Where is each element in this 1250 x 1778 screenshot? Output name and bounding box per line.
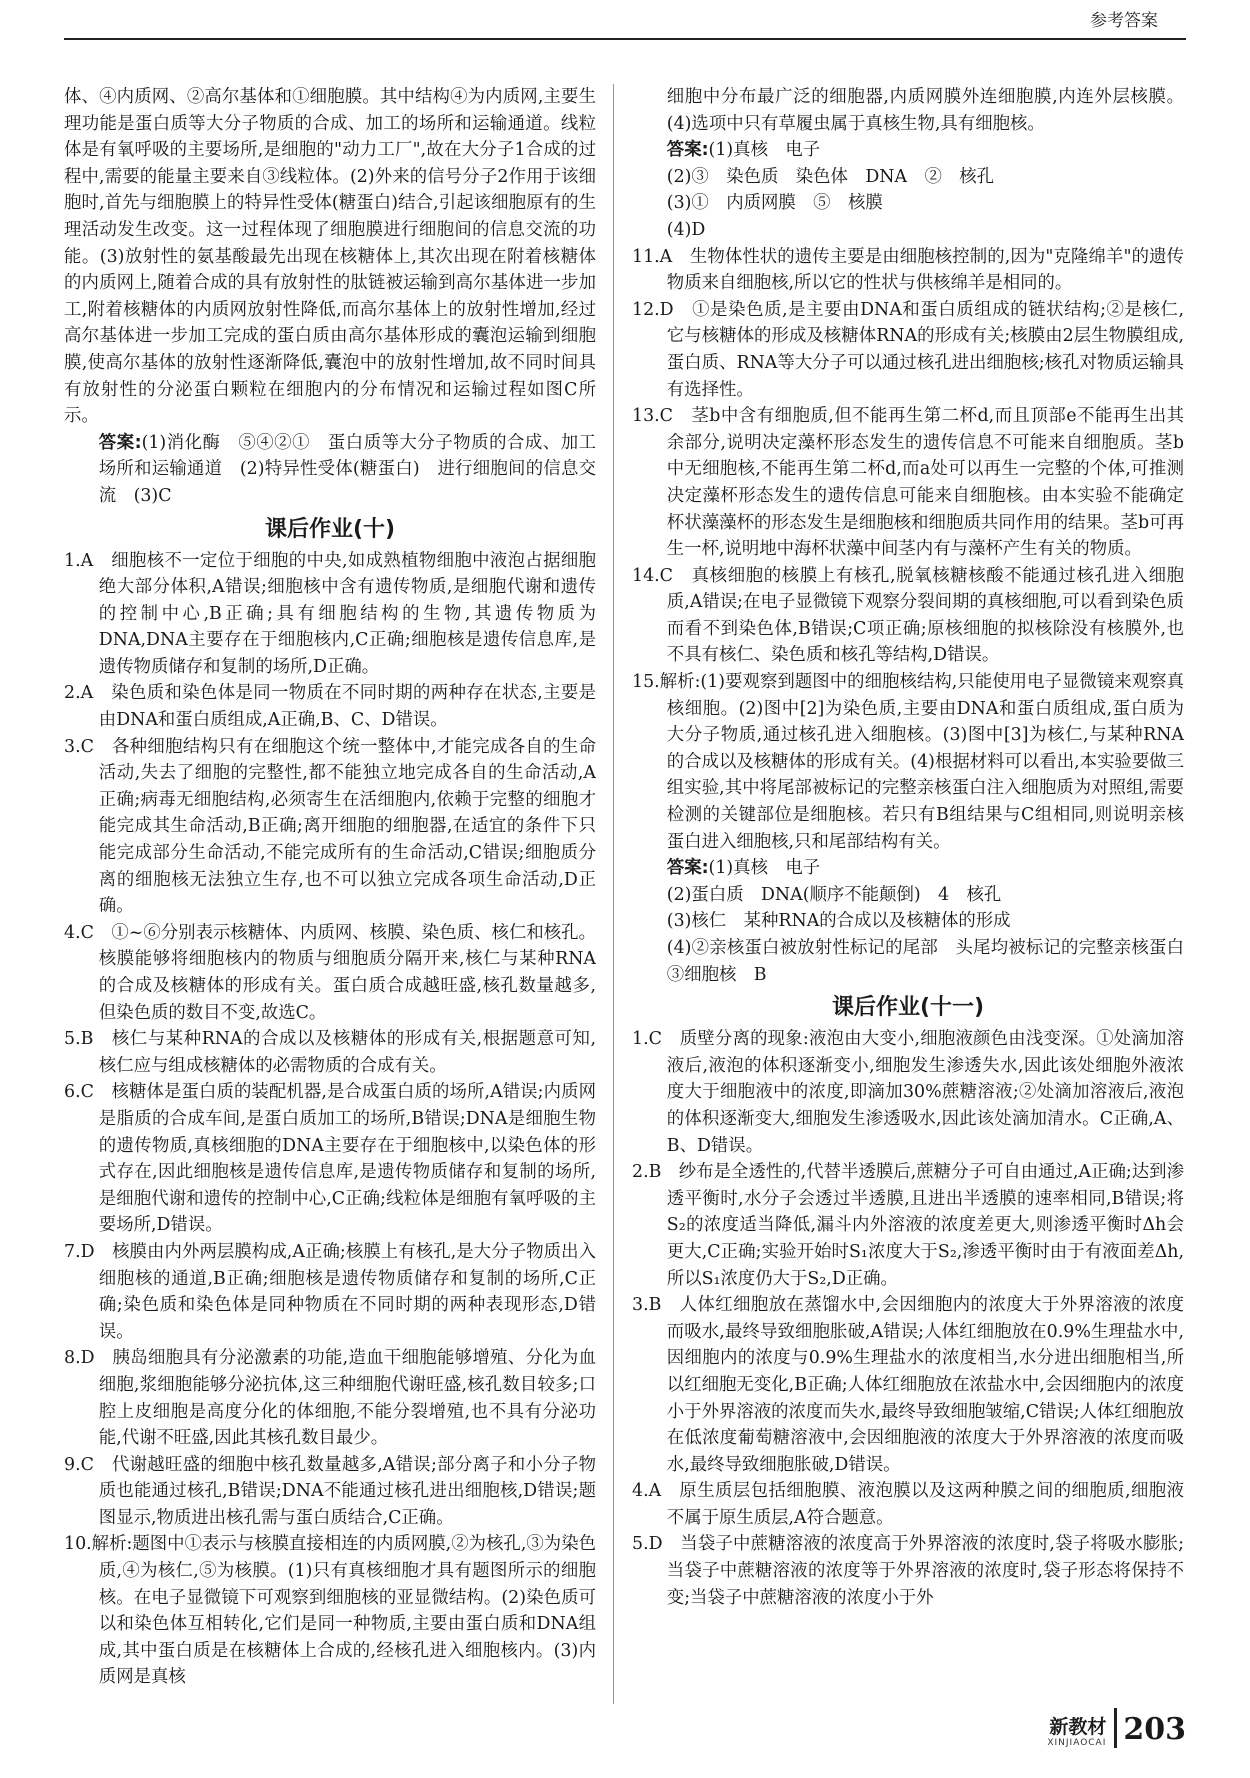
- item-10-continued: 细胞中分布最广泛的细胞器,内质网膜外连细胞膜,内连外层核膜。(4)选项中只有草履虫属于真核生物,具有细胞核。: [666, 87, 1184, 134]
- list-item: 3.C 各种细胞结构只有在细胞这个统一整体中,才能完成各自的生命活动,失去了细胞的完整性,都不能独立地完成各自的生命活动,A正确;病毒无细胞结构,必须寄生在活细胞内,依赖于完整的细胞才能完成其生命活动,B正确;离开细胞的细胞器,在适宜的条件下只能完成部分生命活动,不能完成所有的生命活动,C错误;细胞质分离的细胞核无法独立生存,也不可以独立完成各项生命活动,D正确。: [64, 736, 596, 917]
- answer-line: (3)① 内质网膜 ⑤ 核膜: [666, 193, 883, 214]
- page-number: 203: [1123, 1712, 1186, 1747]
- answer-line: (3)核仁 某种RNA的合成以及核糖体的形成: [666, 911, 1011, 932]
- answer-line: (4)②亲核蛋白被放射性标记的尾部 头尾均被标记的完整亲核蛋白 ③细胞核 B: [666, 938, 1202, 985]
- section-title-10: 课后作业(十): [264, 516, 396, 542]
- answer-line: (2)蛋白质 DNA(顺序不能颠倒) 4 核孔: [666, 884, 1002, 905]
- list-item: 13.C 茎b中含有细胞质,但不能再生第二杯d,而且顶部e不能再生出其余部分,说明决定藻杯形态发生的遗传信息不可能来自细胞质。茎b中无细胞核,不能再生第二杯d,而a处可以再生一完整的个体,可推测决定藻杯形态发生的遗传信息可能来自细胞核。由本实验不能确定杯状藻藻杯的形态发生是细胞核和细胞质共同作用的结果。茎b可再生一杯,说明地中海杯状藻中间茎内有与藻杯产生有关的物质。: [632, 406, 1184, 560]
- column-divider: [613, 84, 614, 1704]
- list-item: 10.解析:题图中①表示与核膜直接相连的内质网膜,②为核孔,③为染色质,④为核仁,⑤为核膜。(1)只有真核细胞才具有题图所示的细胞核。在电子显微镜下可观察到细胞核的亚显微结构。(2)染色质可以和染色体互相转化,它们是同一种物质,主要由蛋白质和DNA组成,其中蛋白质是在核糖体上合成的,经核孔进入细胞核内。(3)内质网是真核: [64, 1534, 596, 1688]
- answer-15: [632, 855, 1184, 882]
- list-item: 2.B 纱布是全透性的,代替半透膜后,蔗糖分子可自由通过,A正确;达到渗透平衡时,水分子会透过半透膜,且进出半透膜的速率相同,B错误;将S₂的浓度适当降低,漏斗内外溶液的浓度差更大,则渗透平衡时Δh会更大,C正确;实验开始时S₁浓度大于S₂,渗透平衡时由于有液面差Δh,所以S₁浓度仍大于S₂,D正确。: [632, 1162, 1184, 1289]
- list-item: 4.C ①~⑥分别表示核糖体、内质网、核膜、染色质、核仁和核孔。核膜能够将细胞核内的物质与细胞质分隔开来,核仁与某种RNA的合成及核糖体的形成有关。蛋白质合成越旺盛,核孔数量越多,但染色质的数目不变,故选C。: [64, 922, 596, 1023]
- list-item: 3.B 人体红细胞放在蒸馏水中,会因细胞内的浓度大于外界溶液的浓度而吸水,最终导致细胞胀破,A错误;人体红细胞放在0.9%生理盐水中,因细胞内的浓度与0.9%生理盐水的浓度相当,水分进出细胞相当,所以红细胞无变化,B正确;人体红细胞放在浓盐水中,会因细胞内的浓度小于外界溶液的浓度而失水,最终导致细胞皱缩,C错误;人体红细胞放在低浓度葡萄糖溶液中,会因细胞液的浓度大于外界溶液的浓度而吸水,最终导致细胞胀破,D错误。: [632, 1295, 1184, 1475]
- section-title-11: 课后作业(十一): [831, 995, 985, 1021]
- answer-tag: 答案:: [666, 140, 709, 161]
- answer-tag: 答案:: [666, 858, 709, 879]
- list-item: 6.C 核糖体是蛋白质的装配机器,是合成蛋白质的场所,A错误;内质网是脂质的合成车间,是蛋白质加工的场所,B错误;DNA是细胞生物的遗传物质,真核细胞的DNA主要存在于细胞核中,以染色体的形式存在,因此细胞核是遗传信息库,是遗传物质储存和复制的场所,是细胞代谢和遗传的控制中心,C正确;线粒体是细胞有氧呼吸的主要场所,D错误。: [64, 1082, 596, 1236]
- list-item: 4.A 原生质层包括细胞膜、液泡膜以及这两种膜之间的细胞质,细胞液不属于原生质层,A符合题意。: [632, 1481, 1184, 1528]
- list-item: 7.D 核膜由内外两层膜构成,A正确;核膜上有核孔,是大分子物质出入细胞核的通道,B正确;细胞核是遗传物质储存和复制的场所,C正确;染色质和染色体是同种物质在不同时期的两种表现形态,D错误。: [64, 1241, 596, 1342]
- answer-line: (1)真核 电子: [708, 858, 821, 879]
- left-column: [64, 84, 596, 1691]
- header-rule: [64, 38, 1186, 40]
- right-column: [632, 84, 1202, 1611]
- list-item: 11.A 生物体性状的遗传主要是由细胞核控制的,因为"克隆绵羊"的遗传物质来自细胞核,所以它的性状与供核绵羊是相同的。: [632, 246, 1184, 294]
- list-item: 15.解析:(1)要观察到题图中的细胞核结构,只能使用电子显微镜来观察真核细胞。(2)图中[2]为染色质,主要由DNA和蛋白质组成,蛋白质为大分子物质,通过核孔进入细胞核。(3)图中[3]为核仁,与某种RNA的合成以及核糖体的形成有关。(4)根据材料可以看出,本实验要做三组实验,其中将尾部被标记的完整亲核蛋白注入细胞质为对照组,需要检测的关键部位是细胞核。若只有B组结果与C组相同,则说明亲核蛋白进入细胞核,只和尾部结构有关。: [632, 672, 1184, 852]
- answer-line: (4)D: [666, 219, 706, 240]
- brand-name: 新教材: [1049, 1716, 1107, 1738]
- footer-brand: [1047, 1716, 1106, 1748]
- brand-pinyin: XINJIAOCAI: [1047, 1738, 1107, 1748]
- list-item: 9.C 代谢越旺盛的细胞中核孔数量越多,A错误;部分离子和小分子物质也能通过核孔,B错误;DNA不能通过核孔进出细胞核,D错误;题图显示,物质进出核孔需与蛋白质结合,C正确。: [64, 1454, 596, 1528]
- intro-answer: [64, 430, 596, 510]
- list-item: 8.D 胰岛细胞具有分泌激素的功能,造血干细胞能够增殖、分化为血细胞,浆细胞能够分泌抗体,这三种细胞代谢旺盛,核孔数目较多;口腔上皮细胞是高度分化的体细胞,不能分裂增殖,也不具有分泌功能,代谢不旺盛,因此其核孔数目最少。: [64, 1348, 596, 1449]
- page-footer: [1047, 1708, 1186, 1748]
- answer-tag: 答案:: [98, 432, 142, 453]
- header-label: 参考答案: [1090, 11, 1158, 31]
- answer-text: (1)消化酶 ⑤④②① 蛋白质等大分子物质的合成、加工场所和运输通道 (2)特异性受体(糖蛋白) 进行细胞间的信息交流 (3)C: [98, 432, 596, 506]
- list-item: 1.C 质壁分离的现象:液泡由大变小,细胞液颜色由浅变深。①处滴加溶液后,液泡的体积逐渐变小,细胞发生渗透失水,因此该处细胞外液浓度大于细胞液中的浓度,即滴加30%蔗糖溶液;②处滴加溶液后,液泡的体积逐渐变大,细胞发生渗透吸水,因此该处滴加清水。C正确,A、B、D错误。: [632, 1029, 1184, 1156]
- footer-bar: [1114, 1708, 1117, 1748]
- intro-text: 体、④内质网、②高尔基体和①细胞膜。其中结构④为内质网,主要生理功能是蛋白质等大分子物质的合成、加工的场所和运输通道。线粒体是有氧呼吸的主要场所,是细胞的"动力工厂",故在大分子1合成的过程中,需要的能量主要来自③线粒体。(2)外来的信号分子2作用于该细胞时,首先与细胞膜上的特异性受体(糖蛋白)结合,引起该细胞原有的生理活动发生改变。这一过程体现了细胞膜进行细胞间的信息交流的功能。(3)放射性的氨基酸最先出现在核糖体上,其次出现在附着核糖体的内质网上,随着合成的具有放射性的肽链被运输到高尔基体进一步加工,附着核糖体的内质网放射性降低,而高尔基体上的放射性增加,经过高尔基体进一步加工完成的蛋白质由高尔基体形成的囊泡运输到细胞膜,使高尔基体的放射性逐渐降低,囊泡中的放射性增加,故不同时间具有放射性的分泌蛋白颗粒在细胞内的分布情况和运输过程如图C所示。: [64, 87, 596, 427]
- list-item: 5.D 当袋子中蔗糖溶液的浓度高于外界溶液的浓度时,袋子将吸水膨胀;当袋子中蔗糖溶液的浓度等于外界溶液的浓度时,袋子形态将保持不变;当袋子中蔗糖溶液的浓度小于外: [632, 1534, 1184, 1608]
- answer-10: [632, 137, 1184, 164]
- answer-line: (2)③ 染色质 染色体 DNA ② 核孔: [666, 166, 995, 187]
- list-item: 5.B 核仁与某种RNA的合成以及核糖体的形成有关,根据题意可知,核仁应与组成核糖体的必需物质的合成有关。: [64, 1029, 596, 1076]
- list-item: 2.A 染色质和染色体是同一物质在不同时期的两种存在状态,主要是由DNA和蛋白质组成,A正确,B、C、D错误。: [64, 683, 596, 731]
- answer-line: (1)真核 电子: [708, 140, 821, 161]
- list-item: 1.A 细胞核不一定位于细胞的中央,如成熟植物细胞中液泡占据细胞绝大部分体积,A错误;细胞核中含有遗传物质,是细胞代谢和遗传的控制中心,B正确;具有细胞结构的生物,其遗传物质为DNA,DNA主要存在于细胞核内,C正确;细胞核是遗传信息库,是遗传物质储存和复制的场所,D正确。: [64, 550, 596, 677]
- list-item: 12.D ①是染色质,是主要由DNA和蛋白质组成的链状结构;②是核仁,它与核糖体的形成及核糖体RNA的形成有关;核膜由2层生物膜组成,蛋白质、RNA等大分子可以通过核孔进出细胞核;核孔对物质运输具有选择性。: [632, 299, 1184, 400]
- list-item: 14.C 真核细胞的核膜上有核孔,脱氧核糖核酸不能通过核孔进入细胞质,A错误;在电子显微镜下观察分裂间期的真核细胞,可以看到染色质而看不到染色体,B错误;C项正确;原核细胞的拟核除没有核膜外,也不具有核仁、染色质和核孔等结构,D错误。: [632, 565, 1184, 666]
